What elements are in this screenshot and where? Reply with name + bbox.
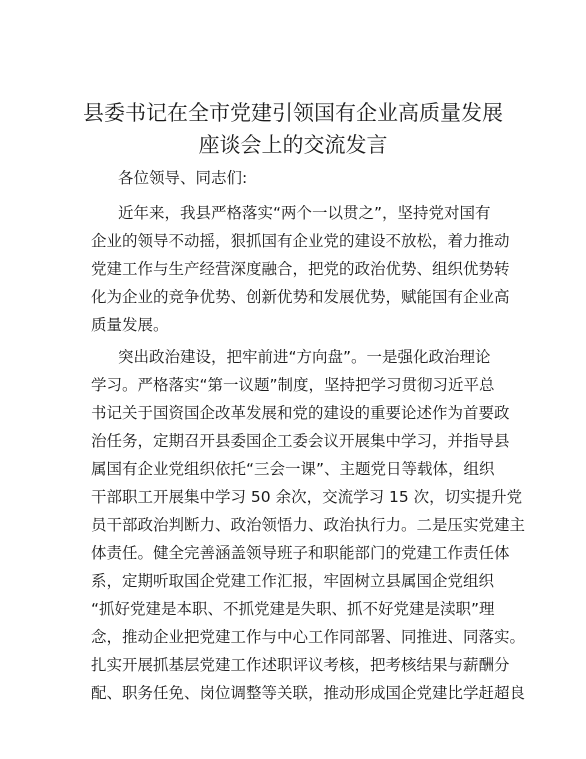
paragraph-line: 念，推动企业把党建工作与中心工作同部署、同推进、同落实。	[91, 628, 526, 646]
paragraph-line: 系，定期听取国企党建工作汇报，牢固树立县属国企党组织	[91, 572, 495, 590]
paragraph-line: 属国有企业党组织依托“三会一课”、主题党日等载体，组织	[91, 460, 495, 478]
salutation: 各位领导、同志们:	[118, 169, 248, 187]
paragraph-line: 配、职务任免、岗位调整等关联，推动形成国企党建比学赶超良	[91, 684, 526, 702]
paragraph-line: 干部职工开展集中学习 50 余次，交流学习 15 次，切实提升党	[91, 488, 523, 506]
paragraph-line: “抓好党建是本职、不抓党建是失职、抓不好党建是渎职”理	[91, 600, 495, 618]
paragraph-line: 企业的领导不动摇，狠抓国有企业党的建设不放松，着力推动	[91, 232, 510, 250]
paragraph-line: 学习。严格落实“第一议题”制度，坚持把学习贯彻习近平总	[91, 376, 495, 394]
paragraph-line: 化为企业的竞争优势、创新优势和发展优势，赋能国有企业高	[91, 288, 510, 306]
paragraph-line: 治任务，定期召开县委国企工委会议开展集中学习，并指导县	[91, 432, 510, 450]
paragraph-line: 突出政治建设，把牢前进“方向盘”。一是强化政治理论	[118, 348, 491, 366]
paragraph-line: 书记关于国资国企改革发展和党的建设的重要论述作为首要政	[91, 404, 510, 422]
document-title-line-2: 座谈会上的交流发言	[198, 133, 388, 157]
paragraph-line: 体责任。健全完善涵盖领导班子和职能部门的党建工作责任体	[91, 544, 510, 562]
paragraph-line: 扎实开展抓基层党建工作述职评议考核，把考核结果与薪酬分	[91, 656, 510, 674]
paragraph-line: 党建工作与生产经营深度融合，把党的政治优势、组织优势转	[91, 260, 510, 278]
paragraph-line: 近年来，我县严格落实“两个一以贯之”，坚持党对国有	[118, 204, 491, 222]
document-title-line-1: 县委书记在全市党建引领国有企业高质量发展	[83, 101, 503, 125]
paragraph-line: 员干部政治判断力、政治领悟力、政治执行力。二是压实党建主	[91, 516, 526, 534]
paragraph-line: 质量发展。	[91, 316, 169, 334]
